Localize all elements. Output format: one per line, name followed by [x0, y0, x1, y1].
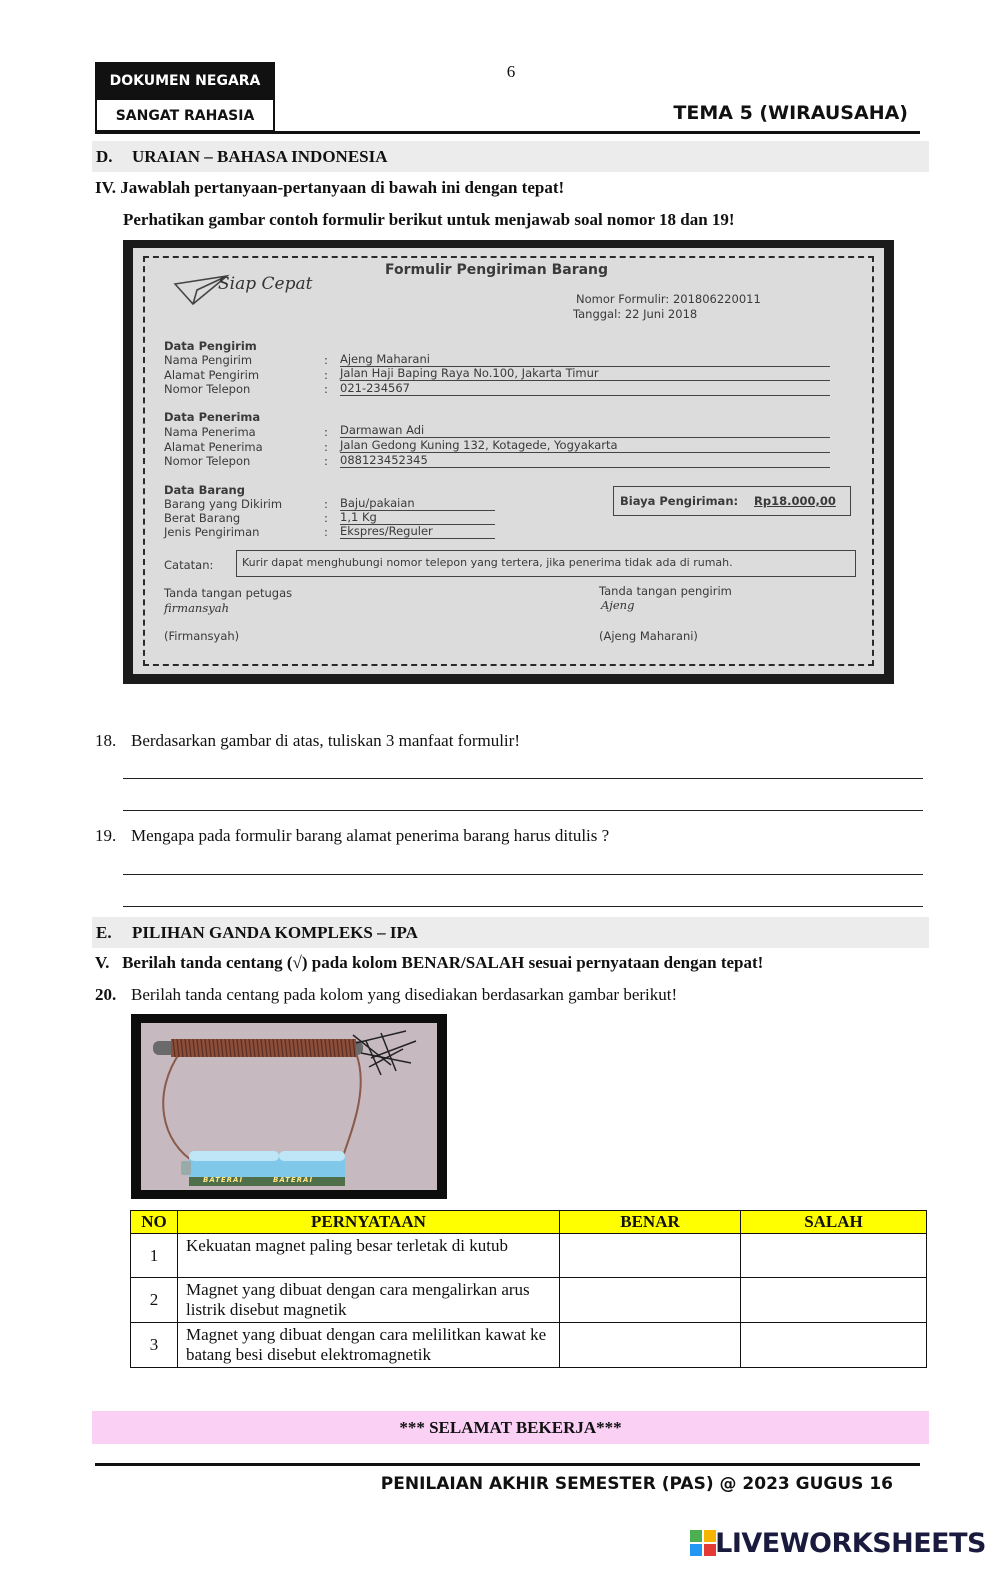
recipient-phone-label: Nomor Telepon: [164, 454, 251, 468]
footer-text: PENILAIAN AKHIR SEMESTER (PAS) @ 2023 GUGUS 16: [380, 1474, 893, 1494]
officer-signature: firmansyah: [164, 601, 229, 615]
sender-sig-label: Tanda tangan pengirim: [599, 584, 732, 598]
colon: :: [324, 454, 328, 468]
section-e-title: PILIHAN GANDA KOMPLEKS – IPA: [132, 923, 418, 942]
goods-heading: Data Barang: [164, 483, 245, 497]
table-header-row: [131, 1211, 927, 1234]
colon: :: [324, 497, 328, 511]
battery-label: BATERAI: [203, 1176, 244, 1184]
answer-line[interactable]: [123, 906, 923, 907]
goods-item: Baju/pakaian: [340, 496, 415, 510]
answer-line[interactable]: [123, 810, 923, 811]
theme-title: TEMA 5 (WIRAUSAHA): [673, 102, 908, 124]
battery-label: BATERAI: [273, 1176, 314, 1184]
electromagnet-illustration: [141, 1023, 437, 1190]
section-d-bar: [92, 141, 929, 172]
section-d-instruction: IV. Jawablah pertanyaan-pertanyaan di bawah ini dengan tepat!: [95, 178, 565, 197]
goods-weight: 1,1 Kg: [340, 510, 377, 524]
true-false-table: [130, 1210, 927, 1368]
form-underline: [340, 538, 495, 539]
form-number: Nomor Formulir: 201806220011: [576, 292, 761, 306]
section-d-letter: D.: [96, 147, 113, 166]
sender-phone: 021-234567: [340, 381, 410, 395]
colon: :: [324, 368, 328, 382]
header-rule: [95, 131, 920, 134]
form-brand: Siap Cepat: [218, 274, 313, 294]
cost-value: Rp18.000,00: [754, 494, 836, 508]
header-no: NO: [131, 1211, 178, 1234]
true-checkbox-cell[interactable]: [560, 1278, 741, 1323]
form-dashed-border: [143, 256, 874, 666]
row-number: 2: [131, 1278, 178, 1323]
table-row: [131, 1323, 927, 1368]
header-label-sangat-rahasia: SANGAT RAHASIA: [95, 98, 275, 132]
q18-number: 18.: [95, 731, 117, 750]
header-false: SALAH: [741, 1211, 927, 1234]
goods-type: Ekspres/Reguler: [340, 524, 433, 538]
q20-number: 20.: [95, 985, 117, 1004]
section-e-instruction: V. Berilah tanda centang (√) pada kolom BENAR/SALAH sesuai pernyataan dengan tepat!: [95, 953, 764, 972]
header-statement: PERNYATAAN: [178, 1211, 560, 1234]
q18-text: Berdasarkan gambar di atas, tuliskan 3 manfaat formulir!: [131, 731, 520, 750]
note-box: [236, 550, 856, 577]
colon: :: [324, 525, 328, 539]
sender-address: Jalan Haji Baping Raya No.100, Jakarta Timur: [340, 366, 599, 380]
liveworksheets-logo-icon: [690, 1530, 716, 1556]
table-row: [131, 1234, 927, 1278]
sender-name-label: Nama Pengirim: [164, 353, 253, 367]
recipient-address-label: Alamat Penerima: [164, 440, 263, 454]
form-title: Formulir Pengiriman Barang: [385, 262, 609, 278]
false-checkbox-cell[interactable]: [741, 1234, 927, 1278]
q19-text: Mengapa pada formulir barang alamat penerima barang harus ditulis ?: [131, 826, 610, 845]
q19-number: 19.: [95, 826, 117, 845]
section-e-letter: E.: [96, 923, 112, 942]
section-d-sub-instruction: Perhatikan gambar contoh formulir berikut untuk menjawab soal nomor 18 dan 19!: [123, 210, 735, 229]
officer-name: (Firmansyah): [164, 629, 240, 643]
sender-phone-label: Nomor Telepon: [164, 382, 251, 396]
true-checkbox-cell[interactable]: [560, 1323, 741, 1368]
recipient-name-label: Nama Penerima: [164, 425, 256, 439]
header-label-dokumen-negara: DOKUMEN NEGARA: [95, 62, 275, 98]
colon: :: [324, 353, 328, 367]
page-number: 6: [506, 62, 516, 81]
footer-rule: [95, 1463, 920, 1466]
cost-label: Biaya Pengiriman:: [620, 494, 739, 508]
colon: :: [324, 382, 328, 396]
q20-text: Berilah tanda centang pada kolom yang disediakan berdasarkan gambar berikut!: [131, 985, 678, 1004]
row-number: 1: [131, 1234, 178, 1278]
sender-name: Ajeng Maharani: [340, 352, 430, 366]
electromagnet-image: [131, 1014, 447, 1199]
goods-weight-label: Berat Barang: [164, 511, 241, 525]
shipping-form-image: [123, 240, 894, 684]
section-d-title: URAIAN – BAHASA INDONESIA: [132, 147, 388, 166]
sender-signature: Ajeng: [601, 598, 635, 612]
officer-sig-label: Tanda tangan petugas: [164, 586, 293, 600]
table-row: [131, 1278, 927, 1323]
colon: :: [324, 440, 328, 454]
row-statement: Magnet yang dibuat dengan cara melilitkan kawat ke batang besi disebut elektromagnetik: [178, 1323, 560, 1368]
electromagnet-scene: [141, 1023, 437, 1190]
form-underline: [340, 380, 830, 381]
recipient-name: Darmawan Adi: [340, 423, 425, 437]
sender-address-label: Alamat Pengirim: [164, 368, 260, 382]
false-checkbox-cell[interactable]: [741, 1278, 927, 1323]
form-paper: [133, 248, 884, 674]
true-checkbox-cell[interactable]: [560, 1234, 741, 1278]
form-underline: [340, 395, 830, 396]
answer-line[interactable]: [123, 778, 923, 779]
answer-line[interactable]: [123, 874, 923, 875]
colon: :: [324, 425, 328, 439]
row-statement: Kekuatan magnet paling besar terletak di kutub: [178, 1234, 560, 1278]
colon: :: [324, 511, 328, 525]
form-date: Tanggal: 22 Juni 2018: [573, 307, 698, 321]
recipient-address: Jalan Gedong Kuning 132, Kotagede, Yogyakarta: [340, 438, 618, 452]
header-true: BENAR: [560, 1211, 741, 1234]
sender-heading: Data Pengirim: [164, 339, 257, 353]
goods-item-label: Barang yang Dikirim: [164, 497, 283, 511]
note-label: Catatan:: [164, 558, 214, 572]
form-underline: [340, 467, 830, 468]
goods-type-label: Jenis Pengiriman: [164, 525, 260, 539]
note-text: Kurir dapat menghubungi nomor telepon yang tertera, jika penerima tidak ada di rumah.: [242, 556, 733, 569]
recipient-phone: 088123452345: [340, 453, 428, 467]
row-number: 3: [131, 1323, 178, 1368]
section-e-bar: [92, 917, 929, 948]
closing-banner: *** SELAMAT BEKERJA***: [92, 1411, 929, 1444]
liveworksheets-watermark: LIVEWORKSHEETS: [715, 1528, 986, 1559]
row-statement: Magnet yang dibuat dengan cara mengalirkan arus listrik disebut magnetik: [178, 1278, 560, 1323]
false-checkbox-cell[interactable]: [741, 1323, 927, 1368]
sender-sig-name: (Ajeng Maharani): [599, 629, 698, 643]
recipient-heading: Data Penerima: [164, 410, 261, 424]
cost-box: [613, 486, 851, 516]
